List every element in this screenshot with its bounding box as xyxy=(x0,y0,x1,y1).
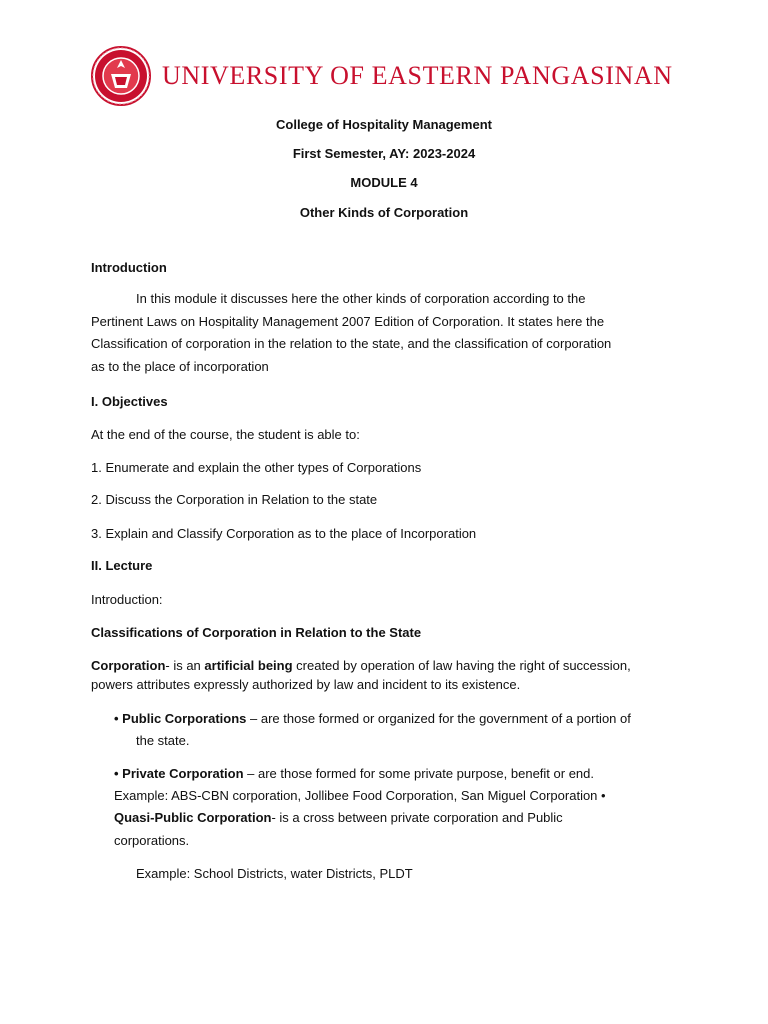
definition-term: Corporation xyxy=(91,658,166,673)
bullet: • xyxy=(114,766,123,781)
private-corporation-item xyxy=(114,766,594,781)
definition-text: - is an xyxy=(165,658,205,673)
public-text: – are those formed or organized for the government of a portion of xyxy=(246,711,631,726)
introduction-heading: Introduction xyxy=(91,260,167,275)
private-example: Example: ABS-CBN corporation, Jollibee Food Corporation, San Miguel Corporation • xyxy=(114,788,606,803)
public-line-2: the state. xyxy=(136,733,190,748)
college-name: College of Hospitality Management xyxy=(276,117,492,132)
module-title: Other Kinds of Corporation xyxy=(299,205,469,220)
objective-item: 2. Discuss the Corporation in Relation to the state xyxy=(91,492,378,507)
lecture-subheading: Classifications of Corporation in Relation to the State xyxy=(91,625,422,640)
document-header xyxy=(90,44,680,106)
intro-line: In this module it discusses here the other kinds of corporation according to the xyxy=(136,291,586,306)
intro-line: as to the place of incorporation xyxy=(91,358,269,374)
private-text: – are those formed for some private purpose, benefit or end. xyxy=(243,766,595,781)
quasi-text: - is a cross between private corporation and Public xyxy=(271,810,563,825)
intro-line: Pertinent Laws on Hospitality Management 2007 Edition of Corporation. It states here the xyxy=(91,313,605,329)
semester: First Semester, AY: 2023-2024 xyxy=(292,146,476,161)
quasi-term: Quasi-Public Corporation xyxy=(114,810,272,825)
definition-text: created by operation of law having the right of succession, xyxy=(292,658,631,673)
objectives-heading: I. Objectives xyxy=(91,394,168,409)
objective-item: 1. Enumerate and explain the other types of Corporations xyxy=(91,460,422,475)
introduction-paragraph xyxy=(91,288,671,378)
lecture-heading: II. Lecture xyxy=(91,558,153,573)
lecture-intro: Introduction: xyxy=(91,592,163,607)
private-term: Private Corporation xyxy=(122,766,244,781)
module-number: MODULE 4 xyxy=(350,175,418,190)
intro-line: Classification of corporation in the relation to the state, and the classification of corporation xyxy=(91,336,612,351)
quasi-public-item xyxy=(114,810,563,825)
public-term: Public Corporations xyxy=(122,711,247,726)
university-seal-icon xyxy=(90,46,152,106)
objective-item: 3. Explain and Classify Corporation as to the place of Incorporation xyxy=(91,526,477,541)
quasi-line-2: corporations. xyxy=(114,833,190,848)
definition-line-2: powers attributes expressly authorized by law and incident to its existence. xyxy=(91,677,521,692)
quasi-example: Example: School Districts, water Districts, PLDT xyxy=(136,866,413,881)
public-corporation-item xyxy=(114,711,631,726)
bullet: • xyxy=(114,711,123,726)
definition-emphasis: artificial being xyxy=(204,658,293,673)
objectives-lead: At the end of the course, the student is able to: xyxy=(91,427,360,442)
corporation-definition xyxy=(91,658,631,673)
university-name: UNIVERSITY OF EASTERN PANGASINAN xyxy=(162,61,673,90)
